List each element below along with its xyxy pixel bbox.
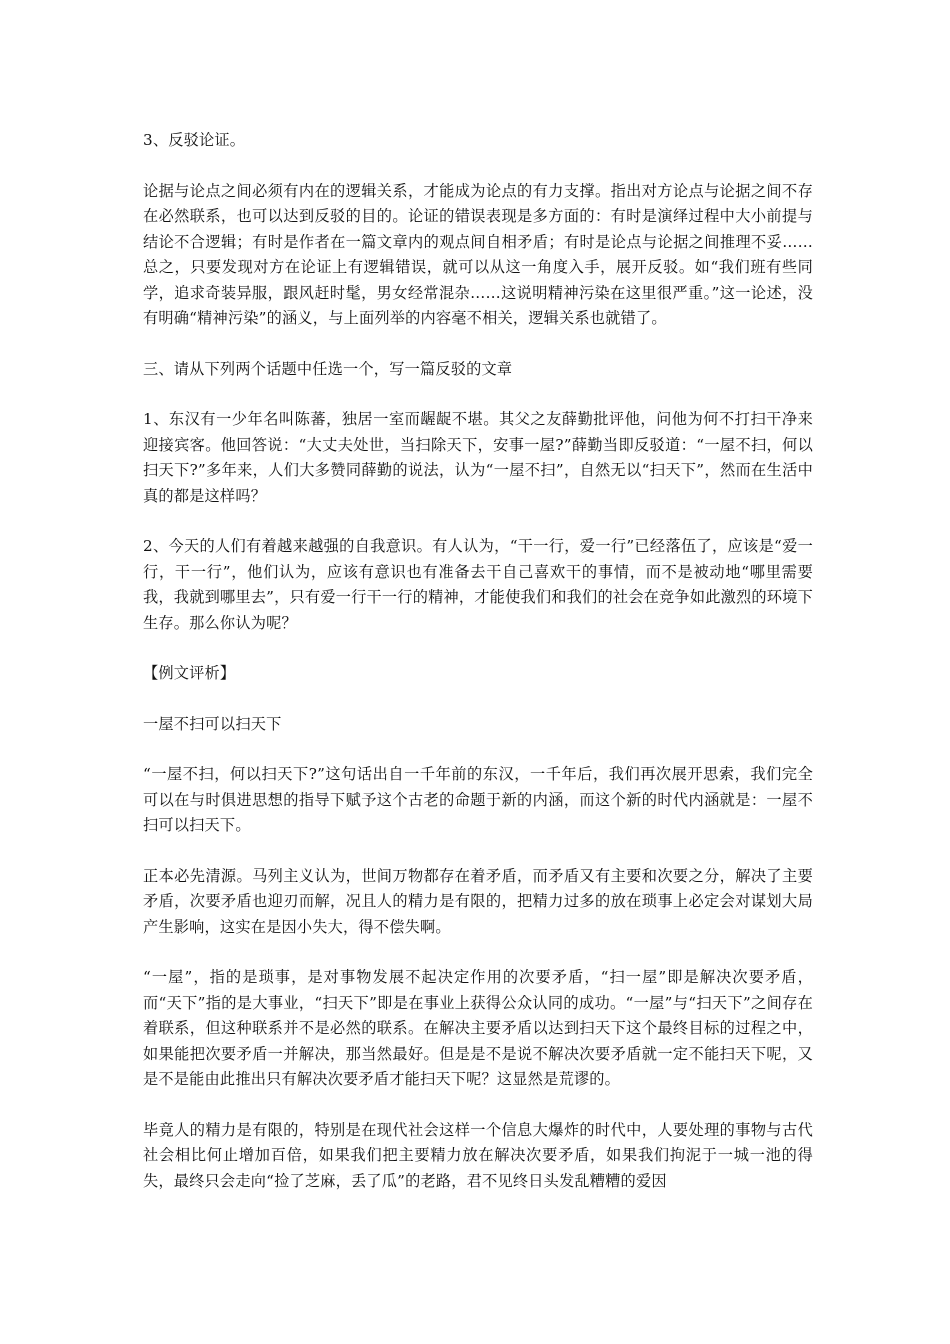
example-heading: 【例文评析】	[143, 664, 236, 682]
essay-title: 一屋不扫可以扫天下	[143, 714, 282, 733]
section-heading-rebuttal: 3、反驳论证。	[143, 131, 246, 149]
essay-paragraph: “一屋”，指的是琐事，是对事物发展不起决定作用的次要矛盾，“扫一屋”即是解决次要矛盾，而“天下”指的是大事业，“扫天下”即是在事业上获得公众认同的成功。“一屋”与“扫天下”之间存在着联系，但这种联系并不是必然的联系。在解决主要矛盾以达到扫天下这个最终目标的过程之中，如果能把次要矛盾一并解决，那当然最好。但是是不是说不解决次要矛盾就一定不能扫天下呢，又是不是能由此推出只有解决次要矛盾才能扫天下呢？这显然是荒谬的。	[143, 968, 813, 1088]
essay-paragraph: 正本必先清源。马列主义认为，世间万物都存在着矛盾，而矛盾又有主要和次要之分，解决了主要矛盾，次要矛盾也迎刃而解，况且人的精力是有限的，把精力过多的放在琐事上必定会对谋划大局产生影响，这实在是因小失大，得不偿失啊。	[143, 866, 813, 936]
essay-paragraph: 毕竟人的精力是有限的，特别是在现代社会这样一个信息大爆炸的时代中，人要处理的事物与古代社会相比何止增加百倍，如果我们把主要精力放在解决次要矛盾，如果我们拘泥于一城一池的得失，最终只会走向“捡了芝麻，丢了瓜”的老路，君不见终日头发乱糟糟的爱因	[143, 1120, 813, 1190]
essay-paragraph: “一屋不扫，何以扫天下?”这句话出自一千年前的东汉，一千年后，我们再次展开思索，我们完全可以在与时俱进思想的指导下赋予这个古老的命题于新的内涵，而这个新的时代内涵就是：一屋不扫可以扫天下。	[143, 765, 813, 834]
paragraph-rebuttal-explanation: 论据与论点之间必须有内在的逻辑关系，才能成为论点的有力支撑。指出对方论点与论据之间不存在必然联系，也可以达到反驳的目的。论证的错误表现是多方面的：有时是演绎过程中大小前提与结论不合逻辑；有时是作者在一篇文章内的观点间自相矛盾；有时是论点与论据之间推理不妥……总之，只要发现对方在论证上有逻辑错误，就可以从这一角度入手，展开反驳。如“我们班有些同学，追求奇装异服，跟风赶时髦，男女经常混杂……这说明精神污染在这里很严重。”这一论述，没有明确“精神污染”的涵义，与上面列举的内容毫不相关，逻辑关系也就错了。	[143, 181, 813, 327]
topic-1: 1、东汉有一少年名叫陈蕃，独居一室而龌龊不堪。其父之友薛勤批评他，问他为何不打扫干净来迎接宾客。他回答说：“大丈夫处世，当扫除天下，安事一屋?”薛勤当即反驳道：“一屋不扫，何以扫天下?”多年来，人们大多赞同薛勤的说法，认为“一屋不扫”，自然无以“扫天下”，然而在生活中真的都是这样吗？	[143, 410, 813, 505]
document-body	[143, 128, 813, 1194]
topic-2: 2、今天的人们有着越来越强的自我意识。有人认为，“干一行，爱一行”已经落伍了，应该是“爱一行，干一行”，他们认为，应该有意识也有准备去干自己喜欢干的事情，而不是被动地“哪里需要我，我就到哪里去”，只有爱一行干一行的精神，才能使我们和我们的社会在竞争如此激烈的环境下生存。那么你认为呢？	[143, 537, 813, 632]
section-heading-writing-task: 三、请从下列两个话题中任选一个，写一篇反驳的文章	[143, 359, 513, 378]
